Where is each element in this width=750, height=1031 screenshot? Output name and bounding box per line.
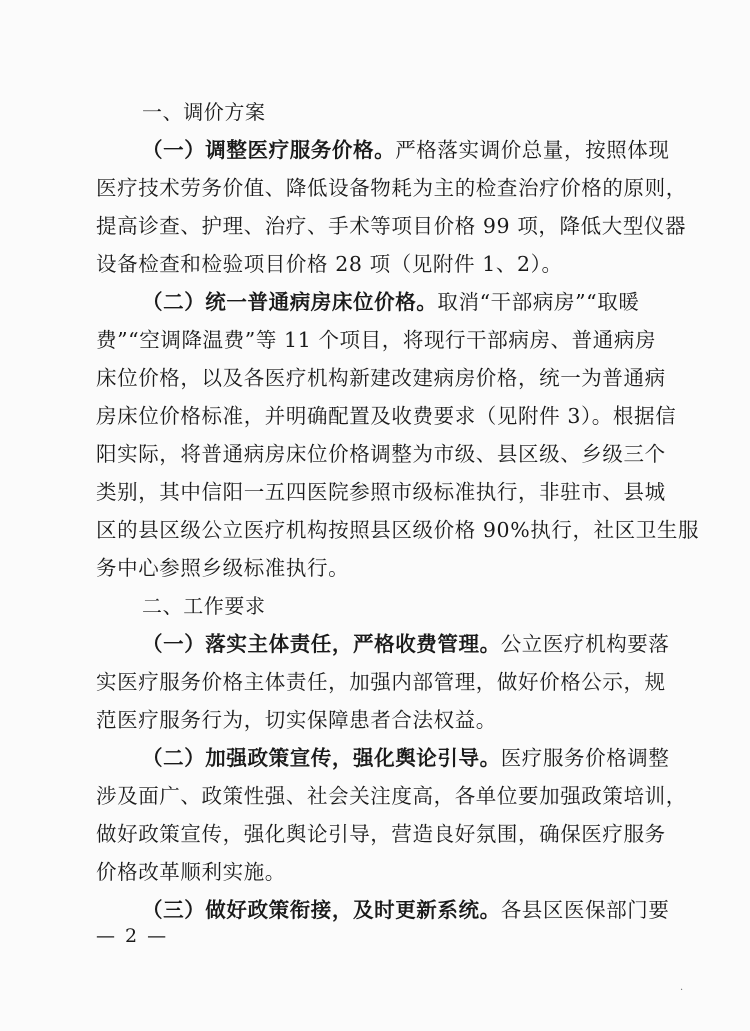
paragraph-text: 公立医疗机构要落	[500, 632, 670, 656]
paragraph-2-line-1	[142, 287, 656, 317]
paragraph-line: 床位价格，以及各医疗机构新建改建病房价格，统一为普通病	[96, 366, 666, 390]
paragraph-5-line-1	[142, 895, 670, 925]
item-heading: （一）调整医疗服务价格。	[142, 138, 396, 162]
section-heading-1: 一、调价方案	[142, 100, 266, 124]
scan-speck: ·	[680, 985, 684, 996]
paragraph-line: 实医疗服务价格主体责任，加强内部管理，做好价格公示，规	[96, 670, 666, 694]
paragraph-line: 范医疗服务行为，切实保障患者合法权益。	[96, 708, 497, 732]
paragraph-text: 各县区医保部门要	[500, 898, 670, 922]
paragraph-text: 取消“干部病房”“取暖	[437, 290, 640, 314]
paragraph-line: 医疗技术劳务价值、降低设备物耗为主的检查治疗价格的原则，	[96, 176, 687, 200]
paragraph-line: 价格改革顺利实施。	[96, 860, 286, 884]
section-heading-2: 二、工作要求	[142, 594, 266, 618]
item-heading: （二）统一普通病房床位价格。	[142, 290, 438, 314]
paragraph-line: 做好政策宣传，强化舆论引导，营造良好氛围，确保医疗服务	[96, 822, 666, 846]
paragraph-line: 设备检查和检验项目价格 28 项（见附件 1、2）。	[96, 252, 563, 276]
item-heading: （三）做好政策衔接，及时更新系统。	[142, 898, 501, 922]
paragraph-line: 区的县区级公立医疗机构按照县区级价格 90%执行，社区卫生服	[96, 518, 700, 542]
paragraph-3-line-1	[142, 629, 670, 659]
paragraph-line: 务中心参照乡级标准执行。	[96, 556, 350, 580]
item-heading: （一）落实主体责任，严格收费管理。	[142, 632, 501, 656]
paragraph-line: 阳实际，将普通病房床位价格调整为市级、县区级、乡级三个	[96, 442, 666, 466]
paragraph-1-line-1	[142, 135, 670, 165]
paragraph-line: 费”“空调降温费”等 11 个项目，将现行干部病房、普通病房	[96, 328, 657, 352]
paragraph-line: 涉及面广、政策性强、社会关注度高，各单位要加强政策培训，	[96, 784, 687, 808]
paragraph-line: 提高诊查、护理、治疗、手术等项目价格 99 项，降低大型仪器	[96, 214, 687, 238]
paragraph-4-line-1	[142, 743, 670, 773]
item-heading: （二）加强政策宣传，强化舆论引导。	[142, 746, 501, 770]
paragraph-text: 医疗服务价格调整	[500, 746, 670, 770]
paragraph-line: 类别，其中信阳一五四医院参照市级标准执行，非驻市、县城	[96, 480, 666, 504]
page-number: — 2 —	[96, 925, 169, 947]
paragraph-line: 房床位价格标准，并明确配置及收费要求（见附件 3）。根据信	[96, 404, 677, 428]
paragraph-text: 严格落实调价总量，按照体现	[395, 138, 670, 162]
